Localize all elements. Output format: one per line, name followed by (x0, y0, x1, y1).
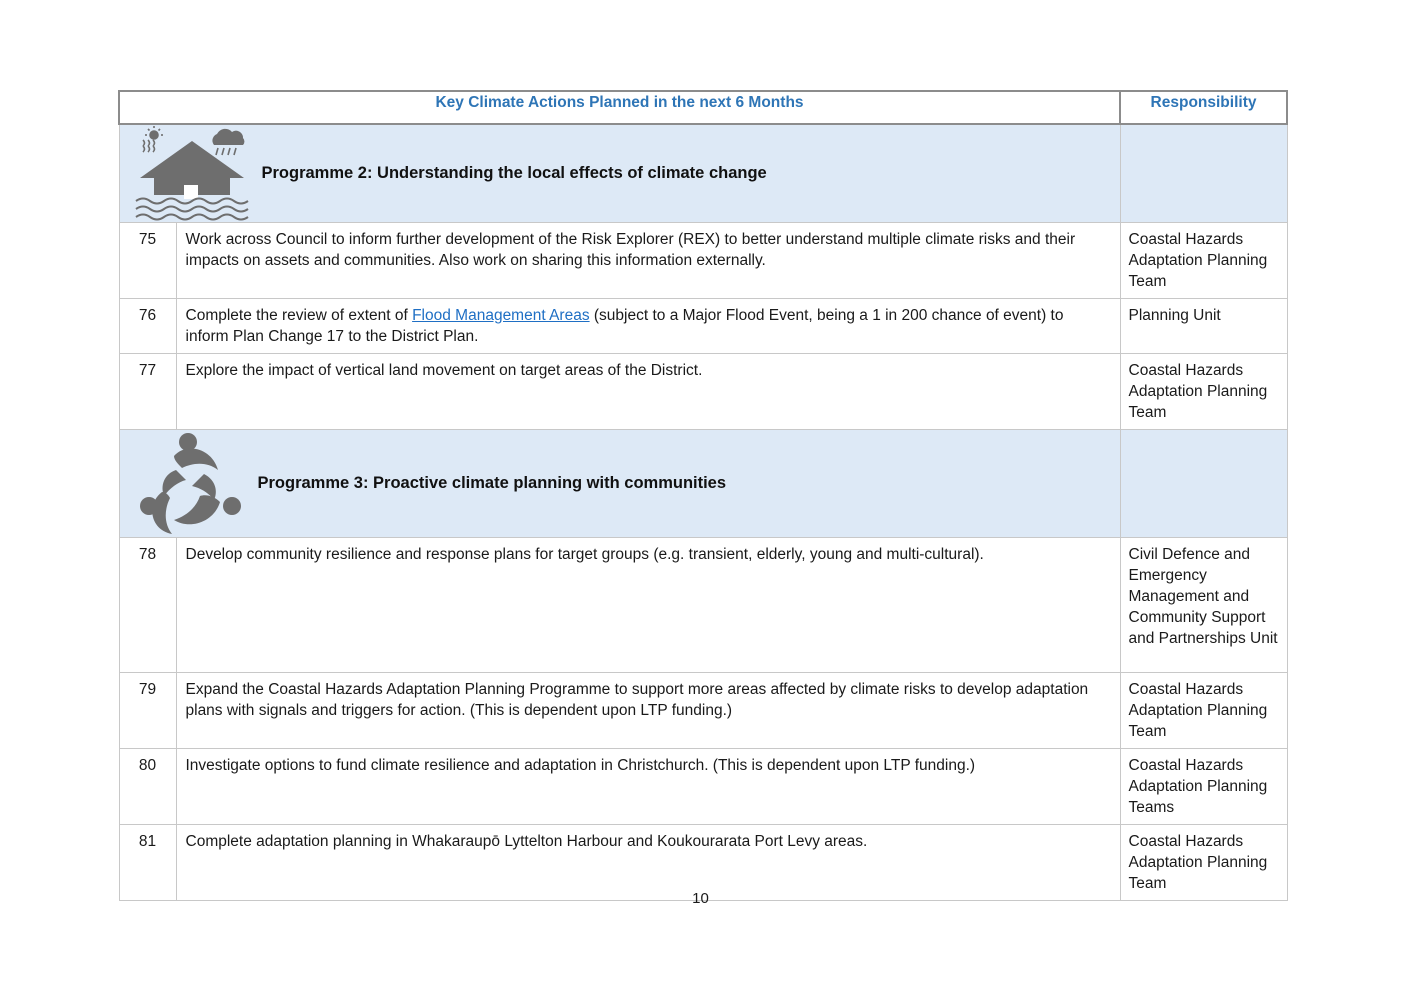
flood-management-areas-link[interactable]: Flood Management Areas (412, 306, 590, 324)
action-number: 79 (119, 672, 176, 748)
action-number: 80 (119, 748, 176, 824)
action-description (176, 298, 1120, 353)
action-number: 78 (119, 537, 176, 672)
action-responsibility: Planning Unit (1120, 298, 1287, 353)
action-responsibility: Coastal Hazards Adaptation Planning Teams (1120, 748, 1287, 824)
action-responsibility: Coastal Hazards Adaptation Planning Team (1120, 672, 1287, 748)
table-row (119, 537, 1287, 672)
table-row (119, 298, 1287, 353)
table-row (119, 353, 1287, 429)
programme-3-responsibility-cell (1120, 429, 1287, 537)
action-description: Explore the impact of vertical land movement on target areas of the District. (176, 353, 1120, 429)
flooded-house-icon (134, 125, 252, 221)
action-responsibility: Coastal Hazards Adaptation Planning Team (1120, 222, 1287, 298)
programme-2-title: Programme 2: Understanding the local effects of climate change (261, 163, 767, 182)
table-row (119, 222, 1287, 298)
action-number: 75 (119, 222, 176, 298)
table-row (119, 748, 1287, 824)
action-responsibility: Coastal Hazards Adaptation Planning Team (1120, 353, 1287, 429)
action-text-after-link: (subject to a Major Flood Event, being a 1 in 200 chance of event) to inform Plan Change 17 to the District Plan. (185, 306, 1064, 345)
action-description: Work across Council to inform further development of the Risk Explorer (REX) to better understand multiple climate risks and their impacts on assets and communities. Also work on sharing this information externally. (176, 222, 1120, 298)
action-responsibility: Coastal Hazards Adaptation Planning Team (1120, 824, 1287, 900)
climate-actions-table (118, 90, 1288, 901)
action-number: 77 (119, 353, 176, 429)
action-description: Expand the Coastal Hazards Adaptation Planning Programme to support more areas affected by climate risks to develop adaptation plans with signals and triggers for action. (This is dependent upon LTP funding.) (176, 672, 1120, 748)
action-responsibility: Civil Defence and Emergency Management and Community Support and Partnerships Unit (1120, 537, 1287, 672)
programme-2-row (119, 124, 1287, 222)
programme-3-title: Programme 3: Proactive climate planning with communities (257, 473, 727, 492)
action-description: Complete adaptation planning in Whakaraupō Lyttelton Harbour and Koukourarata Port Levy areas. (176, 824, 1120, 900)
action-description: Develop community resilience and response plans for target groups (e.g. transient, elderly, young and multi-cultural). (176, 537, 1120, 672)
responsibility-column-header: Responsibility (1120, 91, 1287, 124)
action-number: 76 (119, 298, 176, 353)
action-description: Investigate options to fund climate resilience and adaptation in Christchurch. (This is dependent upon LTP funding.) (176, 748, 1120, 824)
programme-3-row (119, 429, 1287, 537)
action-text-before-link: Complete the review of extent of (185, 306, 413, 324)
table-row (119, 672, 1287, 748)
table-header-row (119, 91, 1287, 124)
community-circle-icon (134, 430, 246, 536)
programme-3-cell (119, 429, 1120, 537)
programme-2-cell (119, 124, 1120, 222)
programme-2-responsibility-cell (1120, 124, 1287, 222)
page-number: 10 (692, 890, 709, 907)
actions-column-header: Key Climate Actions Planned in the next 6 Months (119, 91, 1120, 124)
table-row (119, 824, 1287, 900)
action-number: 81 (119, 824, 176, 900)
